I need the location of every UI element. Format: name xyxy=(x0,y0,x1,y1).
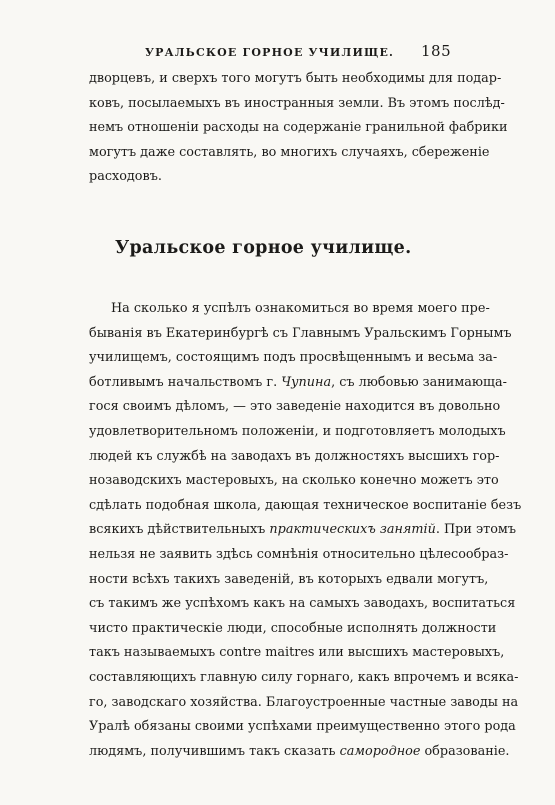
text-line: училищемъ, состоящимъ подъ просвѣщеннымъ и весьма за- xyxy=(89,350,498,366)
text-span: , съ любовью занимающа- xyxy=(331,374,507,390)
text-line xyxy=(89,371,507,396)
text-line: чисто практическіе люди, способные исполнять должности xyxy=(89,620,497,636)
section-heading: Уральское горное училище. xyxy=(115,238,412,258)
text-line: расходовъ. xyxy=(89,169,162,185)
text-line: нозаводскихъ мастеровыхъ, на сколько конечно можетъ это xyxy=(89,473,499,489)
running-title: УРАЛЬСКОЕ ГОРНОЕ УЧИЛИЩЕ. xyxy=(145,46,395,59)
page-number: 185 xyxy=(421,42,452,60)
text-line: людей къ службѣ на заводахъ въ должностяхъ высшихъ гор- xyxy=(89,448,500,464)
text-line: могутъ даже составлять, во многихъ случаяхъ, сбереженіе xyxy=(89,144,490,160)
text-line: го, заводскаго хозяйства. Благоустроенные частные заводы на xyxy=(89,694,519,710)
text-line: дворцевъ, и сверхъ того могутъ быть необходимы для подар- xyxy=(89,71,502,86)
text-line: такъ называемыхъ contre maitres или высшихъ мастеровыхъ, xyxy=(89,645,505,661)
paragraph-main xyxy=(89,297,522,764)
text-line xyxy=(89,518,517,543)
text-line: немъ отношеніи расходы на содержаніе гранильной фабрики xyxy=(89,120,508,136)
italic-word: самородное xyxy=(339,743,421,759)
text-line: На сколько я успѣлъ ознакомиться во время моего пре- xyxy=(111,301,490,316)
text-line: Уралѣ обязаны своими успѣхами преимущественно этого рода xyxy=(89,719,516,735)
text-line: сдѣлать подобная школа, дающая техническое воспитаніе безъ xyxy=(89,497,522,513)
text-span: ботливымъ начальствомъ г. xyxy=(89,374,282,390)
paragraph-continued xyxy=(89,67,508,190)
text-line xyxy=(89,740,510,765)
italic-phrase: практическихъ занятій xyxy=(269,522,436,538)
text-line: удовлетворительномъ положеніи, и подготовляетъ молодыхъ xyxy=(89,423,506,439)
text-line: составляющихъ главную силу горнаго, какъ впрочемъ и всяка- xyxy=(89,669,519,685)
text-line: нельзя не заявить здѣсь сомнѣнія относительно цѣлесообраз- xyxy=(89,546,509,562)
text-span: образованіе. xyxy=(420,743,510,759)
text-line: ности всѣхъ такихъ заведеній, въ которыхъ едвали могутъ, xyxy=(89,571,489,587)
text-span: людямъ, получившимъ такъ сказать xyxy=(89,743,340,759)
text-line: съ такимъ же успѣхомъ какъ на самыхъ заводахъ, воспитаться xyxy=(89,596,516,612)
text-line: гося своимъ дѣломъ, — это заведеніе находится въ довольно xyxy=(89,399,501,415)
text-span: всякихъ дѣйствительныхъ xyxy=(89,522,270,538)
italic-name: Чупина xyxy=(281,374,332,390)
text-line: ковъ, посылаемыхъ въ иностранныя земли. Въ этомъ послѣд- xyxy=(89,95,505,111)
text-span: . При этомъ xyxy=(435,522,517,538)
text-line: быванія въ Екатеринбургѣ съ Главнымъ Уральскимъ Горнымъ xyxy=(89,325,512,341)
